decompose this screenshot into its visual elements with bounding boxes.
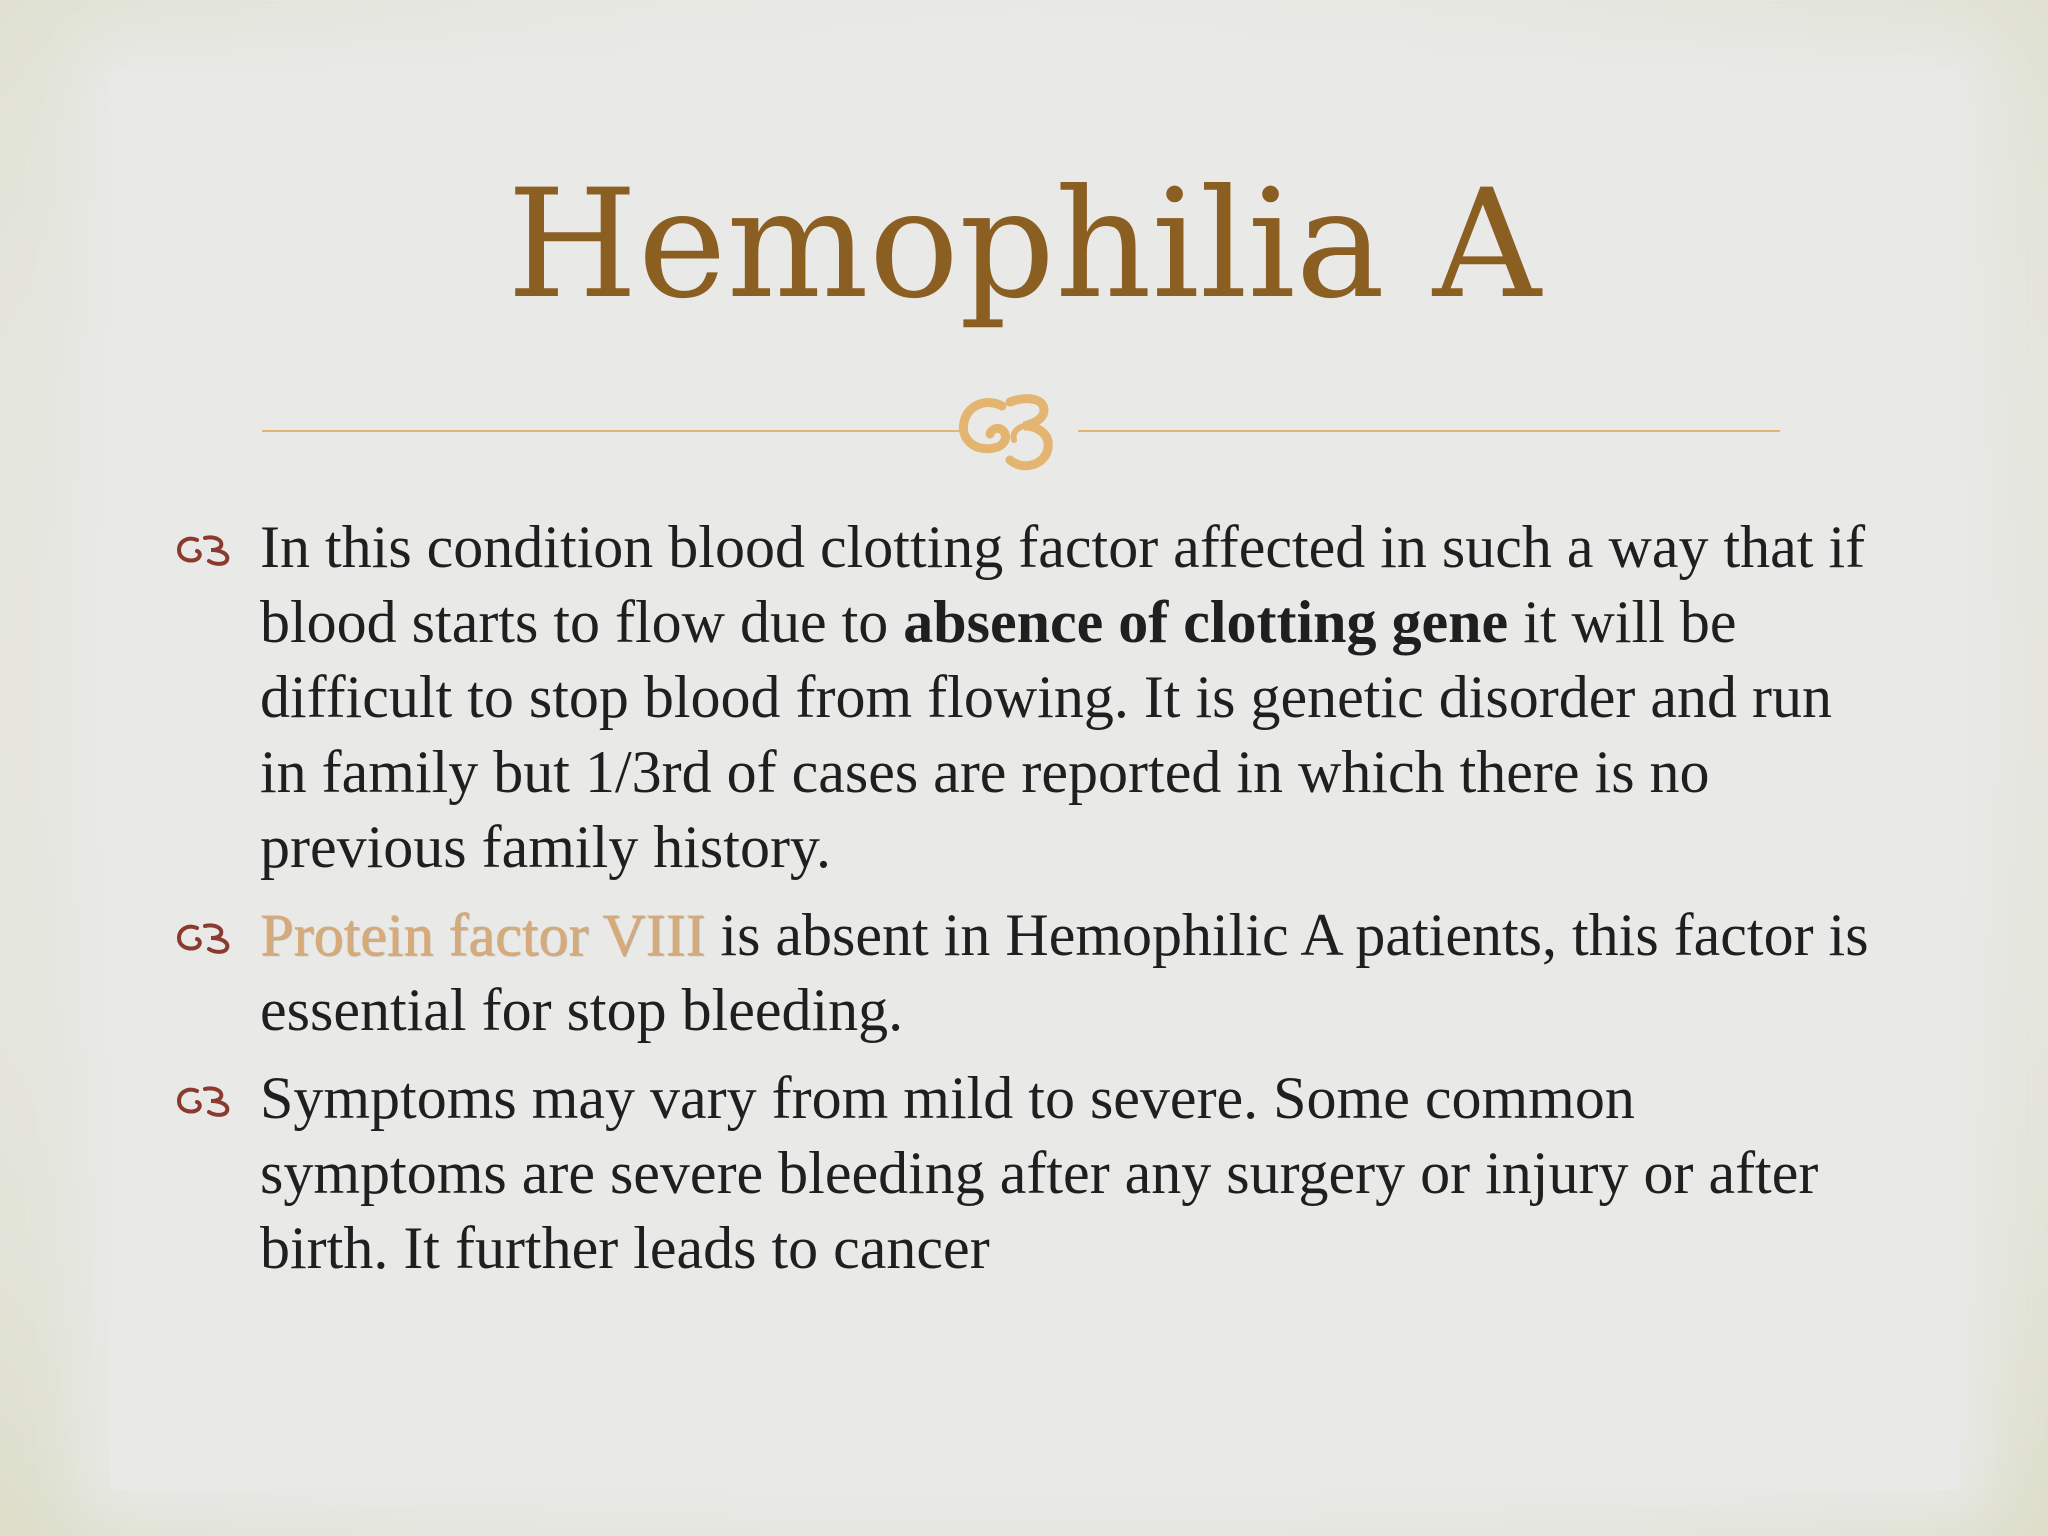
bullet-2-text: is absent in Hemophilic A patients, this factor is essential for stop bleeding. [260,902,1869,1043]
bullet-list [175,510,1875,1299]
scroll-bullet-icon [175,532,237,566]
scroll-bullet-icon [175,1083,237,1117]
bullet-1-bold-text: absence of clotting gene [903,589,1509,655]
scroll-bullet-icon [175,920,237,954]
bullet-1-text-start: In this condition blood clotting factor affected in such a way that if blood starts to flow due to [260,514,1866,655]
slide-title: Hemophilia A [506,158,1542,332]
bullet-item-2 [175,898,1875,1048]
bullet-1-text-end: it will be difficult to stop blood from flowing. It is genetic disorder and run in family but 1/3rd of cases are reported in which there is no previous family history. [260,589,1832,880]
bullet-item-1 [175,510,1875,885]
bullet-item-3 [175,1061,1875,1286]
bullet-2-highlight-text: Protein factor VIII [260,902,706,968]
title-divider-left [262,430,962,432]
title-divider-right [1078,430,1780,432]
flourish-ornament-icon [940,376,1100,476]
bullet-3-text: Symptoms may vary from mild to severe. Some common symptoms are severe bleeding after any surgery or injury or after birth. It further leads to cancer [260,1065,1819,1281]
